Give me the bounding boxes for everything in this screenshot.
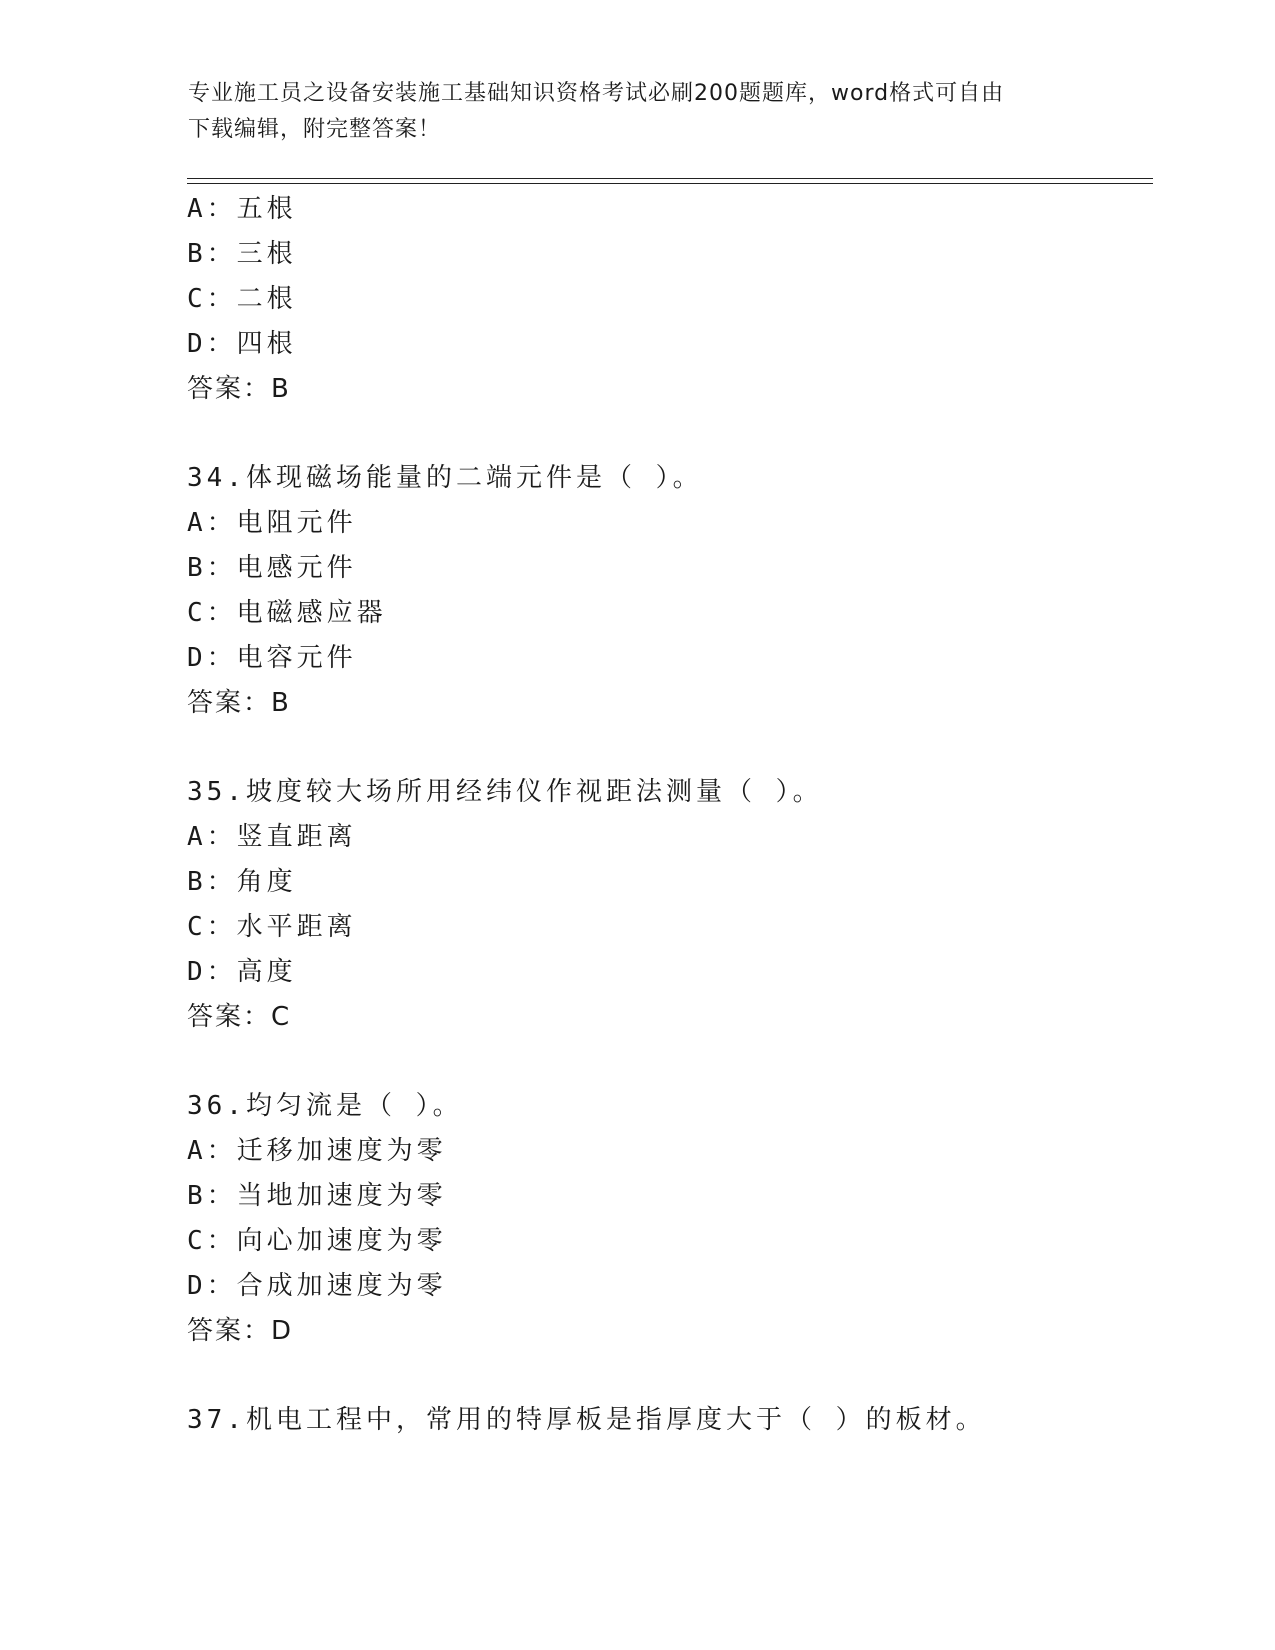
option-d: D：合成加速度为零: [187, 1271, 447, 1301]
option-d: D：高度: [187, 957, 297, 987]
option-c: C：水平距离: [187, 912, 357, 942]
header-line-2: 下载编辑，附完整答案！: [188, 117, 442, 142]
option-a: A：电阻元件: [187, 508, 357, 538]
option-c: C：二根: [187, 284, 297, 314]
option-c: C：向心加速度为零: [187, 1226, 447, 1256]
option-d: D：电容元件: [187, 643, 357, 673]
question-stem: 37.机电工程中，常用的特厚板是指厚度大于（ ）的板材。: [187, 1405, 986, 1435]
answer-text: 答案：B: [187, 374, 291, 404]
question-stem: 36.均匀流是（ ）。: [187, 1091, 463, 1121]
answer-text: 答案：D: [187, 1316, 294, 1346]
option-a: A：竖直距离: [187, 822, 357, 852]
option-a: A：迁移加速度为零: [187, 1136, 447, 1166]
question-stem: 35.坡度较大场所用经纬仪作视距法测量（ ）。: [187, 777, 823, 807]
header-divider-top: [187, 178, 1153, 179]
document-header: [188, 76, 1068, 148]
option-b: B：电感元件: [187, 553, 357, 583]
option-b: B：角度: [187, 867, 297, 897]
option-b: B：当地加速度为零: [187, 1181, 447, 1211]
header-divider-bottom: [187, 183, 1153, 184]
option-d: D：四根: [187, 329, 297, 359]
option-a: A：五根: [187, 194, 297, 224]
option-b: B：三根: [187, 239, 297, 269]
option-c: C：电磁感应器: [187, 598, 387, 628]
answer-text: 答案：B: [187, 688, 291, 718]
header-line-1: 专业施工员之设备安装施工基础知识资格考试必刷200题题库，word格式可自由: [188, 81, 1005, 106]
answer-text: 答案：C: [187, 1002, 292, 1032]
question-stem: 34.体现磁场能量的二端元件是（ ）。: [187, 463, 703, 493]
